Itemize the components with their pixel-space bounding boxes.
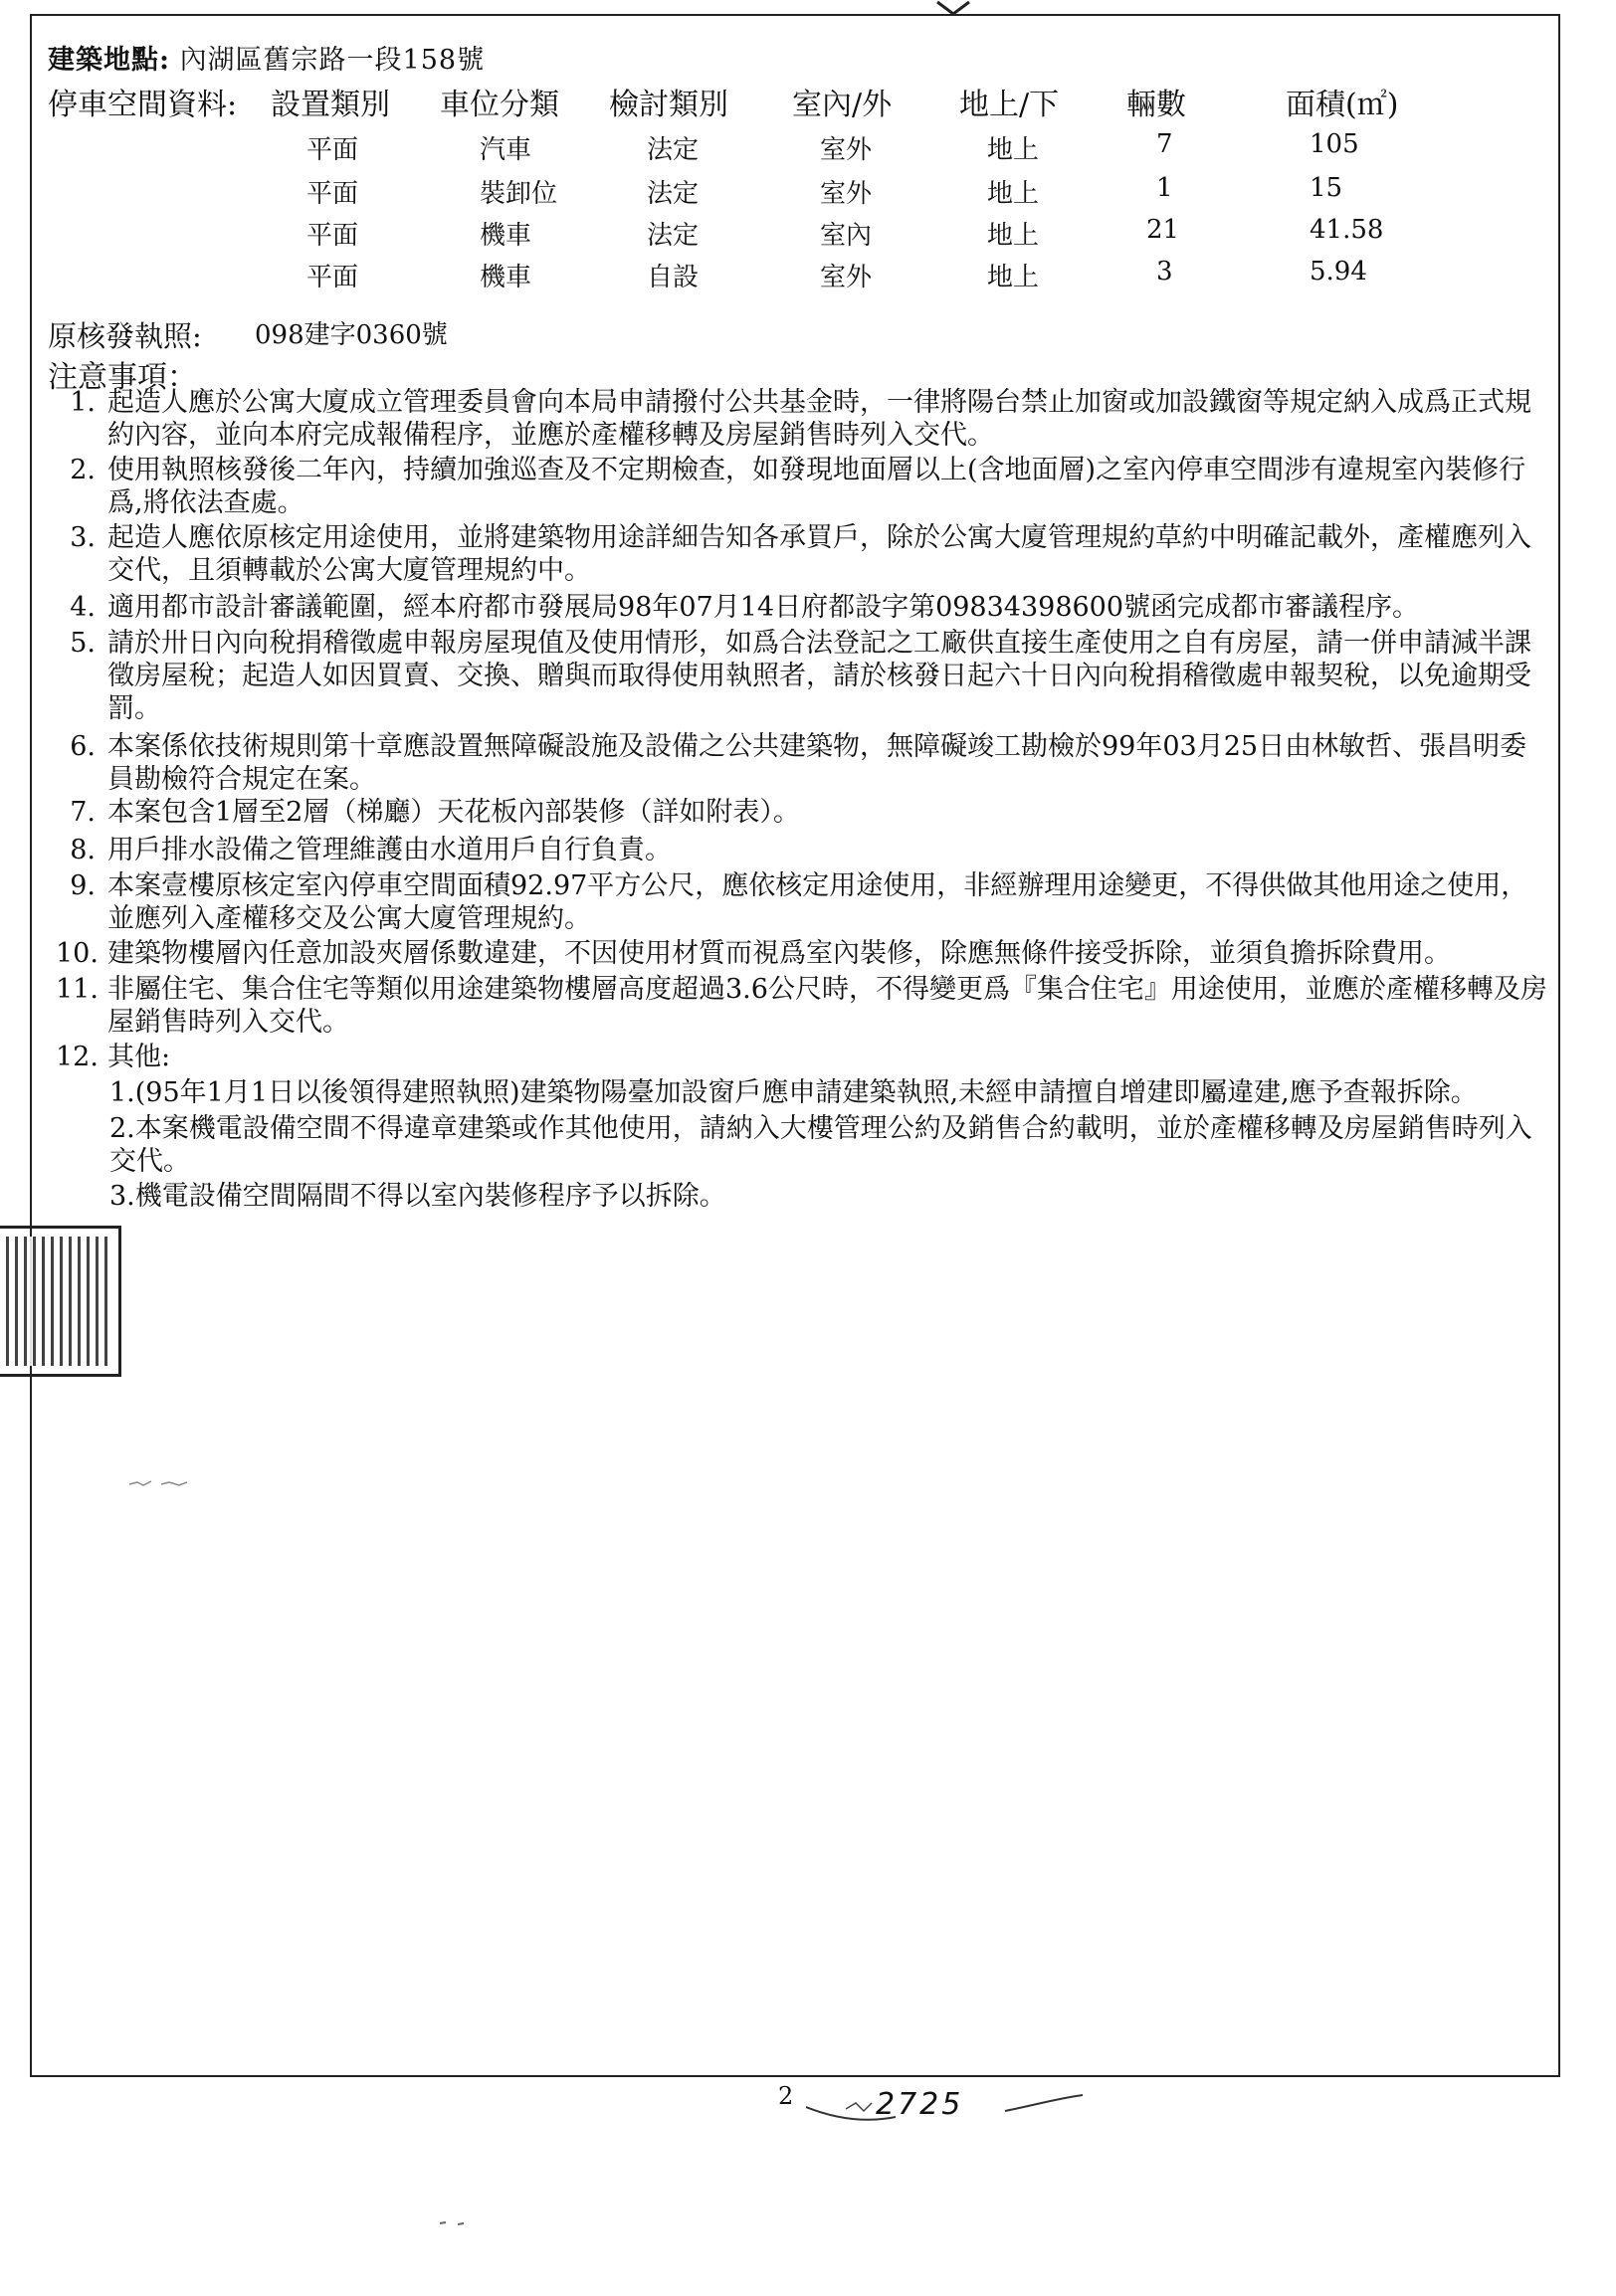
note-number: 12. [56, 1042, 99, 1072]
header-setup-type: 設置類別 [271, 88, 390, 122]
cell-count: 21 [1146, 215, 1180, 245]
note-item [56, 1041, 1548, 1073]
header-area: 面積(㎡) [1286, 88, 1399, 122]
cell-space-class: 汽車 [480, 135, 532, 165]
note-item [56, 834, 1548, 866]
note-text: 本案包含1層至2層（梯廳）天花板內部裝修（詳如附表）。 [107, 797, 800, 828]
note-number: 3. [70, 522, 96, 553]
cell-indoor-outdoor: 室外 [820, 263, 873, 292]
note-item [56, 386, 1548, 452]
header-review-type: 檢討類別 [609, 88, 728, 122]
note-item [56, 730, 1548, 796]
cell-review-type: 自設 [647, 263, 700, 292]
note-text: 建築物樓層內任意加設夾層係數違建，不因使用材質而視爲室內裝修，除應無條件接受拆除，並須負擔拆除費用。 [107, 938, 1451, 969]
other-item-text: 3.機電設備空間隔間不得以室內裝修程序予以拆除。 [109, 1181, 726, 1212]
other-item [109, 1076, 1542, 1109]
cell-setup-type: 平面 [306, 179, 359, 209]
cell-space-class: 機車 [480, 263, 532, 292]
cell-above-below: 地上 [987, 179, 1040, 209]
scan-mark [438, 2218, 478, 2228]
scan-smudge [127, 1476, 197, 1490]
cell-setup-type: 平面 [306, 135, 359, 165]
cell-setup-type: 平面 [306, 263, 359, 292]
note-number: 1. [70, 387, 96, 418]
header-space-class: 車位分類 [440, 88, 559, 122]
note-number: 4. [70, 592, 96, 623]
cell-area: 5.94 [1310, 257, 1367, 287]
note-item [56, 627, 1548, 725]
other-item [109, 1180, 1542, 1213]
seal-pattern [6, 1237, 110, 1366]
note-item [56, 973, 1548, 1039]
note-text: 適用都市設計審議範圍，經本府都市發展局98年07月14日府都設字第09834398600號函完成都市審議程序。 [107, 592, 1420, 623]
note-text: 本案壹樓原核定室內停車空間面積92.97平方公尺，應依核定用途使用，非經辦理用途變更，不得供做其他用途之使用，並應列入產權移交及公寓大廈管理規約。 [107, 870, 1528, 934]
note-item [56, 937, 1548, 970]
note-text: 用戶排水設備之管理維護由水道用戶自行負責。 [107, 835, 672, 865]
note-number: 2. [70, 455, 96, 485]
cell-indoor-outdoor: 室內 [820, 221, 873, 251]
cell-count: 7 [1156, 129, 1173, 159]
cell-review-type: 法定 [647, 135, 700, 165]
original-permit-value: 098建字0360號 [255, 320, 448, 350]
other-item-text: 1.(95年1月1日以後領得建照執照)建築物陽臺加設窗戶應申請建築執照,未經申請擅自增建即屬違建,應予查報拆除。 [109, 1077, 1478, 1108]
note-item [56, 454, 1548, 519]
note-number: 8. [70, 835, 96, 865]
note-number: 5. [70, 628, 96, 659]
cell-space-class: 裝卸位 [480, 179, 558, 209]
cell-setup-type: 平面 [306, 221, 359, 251]
official-seal-stamp [0, 1226, 121, 1377]
page-number: 2 [778, 2082, 794, 2110]
cell-above-below: 地上 [987, 135, 1040, 165]
original-permit-label: 原核發執照: [48, 319, 202, 353]
note-text: 本案係依技術規則第十章應設置無障礙設施及設備之公共建築物，無障礙竣工勘檢於99年03月25日由林敏哲、張昌明委員勘檢符合規定在案。 [107, 731, 1527, 795]
header-indoor-outdoor: 室內/外 [792, 88, 893, 122]
note-number: 7. [70, 797, 96, 828]
note-text: 非屬住宅、集合住宅等類似用途建築物樓層高度超過3.6公尺時，不得變更爲『集合住宅』用途使用，並應於產權移轉及房屋銷售時列入交代。 [107, 974, 1547, 1038]
cell-count: 3 [1156, 257, 1173, 287]
note-text: 使用執照核發後二年內，持續加強巡查及不定期檢查，如發現地面層以上(含地面層)之室內停車空間涉有違規室內裝修行爲,將依法查處。 [107, 455, 1526, 518]
top-notch-mark [935, 0, 971, 18]
note-text: 其他: [107, 1042, 171, 1072]
note-text: 請於卅日內向稅捐稽徵處申報房屋現值及使用情形，如爲合法登記之工廠供直接生產使用之自有房屋，請一併申請減半課徵房屋稅；起造人如因買賣、交換、贈與而取得使用執照者，請於核發日起六十日內向稅捐稽徵處申報契稅，以免逾期受罰。 [107, 628, 1531, 724]
handwritten-number: 2725 [876, 2087, 964, 2122]
header-count: 輛數 [1126, 88, 1186, 122]
note-number: 10. [56, 938, 99, 969]
cell-above-below: 地上 [987, 263, 1040, 292]
cell-space-class: 機車 [480, 221, 532, 251]
cell-above-below: 地上 [987, 221, 1040, 251]
note-item [56, 869, 1548, 935]
other-item [109, 1112, 1542, 1178]
cell-count: 1 [1156, 173, 1173, 203]
note-number: 9. [70, 870, 96, 901]
note-text: 起造人應於公寓大廈成立管理委員會向本局申請撥付公共基金時，一律將陽台禁止加窗或加設鐵窗等規定納入成爲正式規約內容，並向本府完成報備程序，並應於產權移轉及房屋銷售時列入交代。 [107, 387, 1531, 451]
cell-review-type: 法定 [647, 221, 700, 251]
notes-title: 注意事項： [48, 360, 197, 395]
note-number: 11. [56, 974, 99, 1005]
cell-indoor-outdoor: 室外 [820, 179, 873, 209]
header-above-below: 地上/下 [959, 88, 1060, 122]
cell-review-type: 法定 [647, 179, 700, 209]
other-item-text: 2.本案機電設備空間不得違章建築或作其他使用，請納入大樓管理公約及銷售合約載明，並於產權移轉及房屋銷售時列入交代。 [109, 1113, 1532, 1177]
parking-label: 停車空間資料: [48, 88, 238, 122]
cell-area: 105 [1310, 129, 1359, 159]
note-item [56, 796, 1548, 829]
site-value: 內湖區舊宗路一段158號 [179, 45, 486, 76]
site-address-row [48, 38, 485, 77]
site-label: 建築地點: [48, 45, 170, 76]
cell-area: 15 [1310, 173, 1343, 203]
cell-area: 41.58 [1310, 215, 1384, 245]
note-item [56, 591, 1548, 624]
note-text: 起造人應依原核定用途使用，並將建築物用途詳細告知各承買戶，除於公寓大廈管理規約草約中明確記載外，產權應列入交代，且須轉載於公寓大廈管理規約中。 [107, 522, 1531, 586]
cell-indoor-outdoor: 室外 [820, 135, 873, 165]
note-number: 6. [70, 731, 96, 762]
note-item [56, 521, 1548, 587]
